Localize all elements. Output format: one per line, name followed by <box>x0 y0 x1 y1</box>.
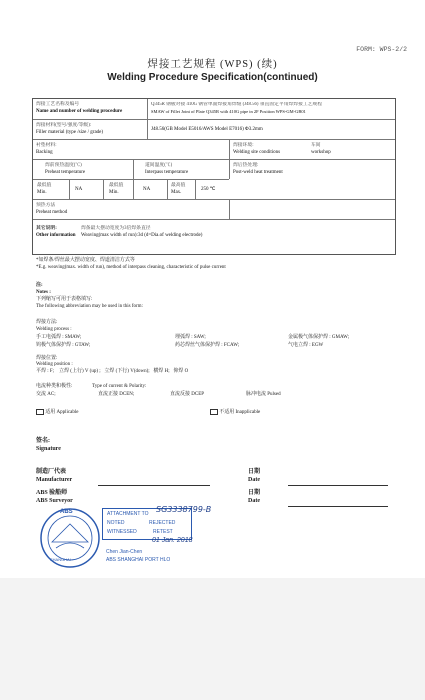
title-english: Welding Procedure Specification(continued) <box>107 72 318 83</box>
temp-max-value: 250 ℃ <box>201 187 216 192</box>
interpass-label-en: Interpass temperature <box>145 170 189 175</box>
abbr-en: The following abbreviation may be used in this form: <box>36 304 143 309</box>
stamp-attachment-number: SG3338799-B <box>156 505 212 514</box>
inapplicable-label: 不适用 Inapplicable <box>219 410 261 416</box>
preheat-method-label-cn: 预热方法 <box>36 203 56 208</box>
divider <box>103 179 104 199</box>
manufacturer-label-en: Manufacturer <box>36 477 73 483</box>
surveyor-date-cn: 日期 <box>248 490 261 496</box>
divider <box>195 179 196 199</box>
divider <box>147 119 148 139</box>
procedure-value-cn: Q345R 钢板对接 410G 钢管单面焊接角焊缝 (J48.56) 垂直固定平角焊焊接工艺规程 <box>151 102 323 107</box>
divider <box>147 99 148 119</box>
divider <box>69 179 70 199</box>
other-label-en: Other information <box>36 233 76 238</box>
form-number: FORM: WPS-2/2 <box>356 46 407 53</box>
stamp-city: SHANGHAI <box>50 557 71 562</box>
position-label-en: Welding position : <box>36 362 73 367</box>
divider <box>33 179 229 180</box>
process-egw: 气电立焊 : EGW <box>288 343 324 348</box>
other-value-en: Weaving(max width of run):3d (d=Dia.of welding electrode) <box>81 233 203 238</box>
preheat-label-cn: 焊前预热温度(℃) <box>45 163 82 168</box>
notes-label-en: Notes : <box>36 290 51 295</box>
divider <box>33 219 395 220</box>
site-value-cn: 车间 <box>311 143 321 148</box>
process-gtaw: 钨极气体保护焊 : GTAW; <box>36 343 91 348</box>
filler-label-en: Filler material (type /size / grade) <box>36 130 104 135</box>
position-label-cn: 焊接位置: <box>36 356 58 361</box>
note-eg-cn: *如焊条/焊丝最大摆动宽度、焊道清洁方式等 <box>36 258 135 263</box>
process-label-en: Welding process : <box>36 327 72 332</box>
temp-min-label-en: Min. <box>37 190 47 195</box>
stamp-name: Chen Jian-Chen <box>106 549 143 555</box>
current-label-cn: 电流种类和极性: <box>36 384 73 389</box>
backing-label-cn: 衬垫材料: <box>36 143 57 148</box>
stamp-witnessed: WITNESSED <box>107 529 137 535</box>
current-dcen: 直流正接 DCEN; <box>98 392 135 397</box>
process-smaw: 手工电弧焊 : SMAW; <box>36 335 82 340</box>
applicable-label: 适用 Applicable <box>45 410 79 416</box>
current-label-en: Type of current & Polarity: <box>92 384 147 389</box>
other-label-cn: 其它说明: <box>36 226 57 231</box>
manufacturer-label-cn: 制造厂代表 <box>36 469 67 475</box>
stamp-attachment: ATTACHMENT TO <box>107 511 149 517</box>
temp-max-label-en: Max. <box>171 190 182 195</box>
surveyor-date-line <box>288 506 388 507</box>
temp-min2-label-cn: 最低值 <box>109 183 124 188</box>
preheat-label-en: Preheat temperature <box>45 170 86 175</box>
other-value-cn: 焊条最大摆动宽度为3倍焊条直径 <box>81 226 151 231</box>
procedure-label-cn: 焊接工艺名称及编号 <box>36 102 80 107</box>
site-label-en: Welding site conditions <box>233 150 281 155</box>
current-pulsed: 脉冲电流 Pulsed <box>246 392 281 397</box>
stamp-org: ABS <box>60 509 73 515</box>
checkbox-applicable-icon <box>36 409 44 415</box>
stamp-retest: RETEST <box>153 529 173 535</box>
stamp-noted: NOTED <box>107 520 125 526</box>
procedure-table <box>32 98 396 255</box>
current-ac: 交流 AC; <box>36 392 56 397</box>
checkbox-inapplicable-icon <box>210 409 218 415</box>
procedure-value-en: SMAW of Fillet Joint of Plate Q345R with 410G pipe in 2F Position WPS-GM-GB01 <box>151 109 306 114</box>
divider <box>229 199 230 219</box>
stamp-date: 01 Jan. 2018 <box>152 537 193 544</box>
positions-list: 平焊 : F; 立焊 (上行) V (up) ; 立焊 (下行) V(down); 横焊 H; 仰焊 O <box>36 369 189 374</box>
filler-label-cn: 焊接材料(型号/强度/等级): <box>36 123 92 128</box>
backing-label-en: Backing <box>36 150 53 155</box>
temp-min-label-cn: 最低值 <box>37 183 52 188</box>
abbr-cn: 下列缩写可用于表格填写: <box>36 297 93 302</box>
manufacturer-signature-line <box>98 485 210 486</box>
backing-row <box>33 139 395 160</box>
stamp-port: ABS SHANGHAI PORT HLO <box>106 557 171 563</box>
process-saw: 埋弧焊 : SAW; <box>175 335 206 340</box>
signature-label-en: Signature <box>36 446 61 452</box>
procedure-label-en: Name and number of welding procedure <box>36 109 123 114</box>
surveyor-date-en: Date <box>248 498 260 504</box>
title-chinese: 焊接工艺规程 (WPS) (续) <box>147 59 278 70</box>
site-label-cn: 焊接环境: <box>233 143 254 148</box>
temp-max-label-cn: 最高值 <box>171 183 186 188</box>
temp-min2-value: NA <box>143 187 151 192</box>
preheat-method-label-en: Preheat method <box>36 210 68 215</box>
notes-label-cn: 注: <box>36 283 43 288</box>
signature-label-cn: 签名: <box>36 438 50 444</box>
stamp-rejected: REJECTED <box>149 520 176 526</box>
manufacturer-date-cn: 日期 <box>248 469 261 475</box>
surveyor-label-cn: ABS 验船师 <box>36 490 68 496</box>
inapplicable-legend <box>210 409 260 416</box>
process-fcaw: 药芯焊丝气体保护焊 : FCAW; <box>175 343 240 348</box>
divider <box>229 139 230 179</box>
process-label-cn: 焊接方法: <box>36 320 58 325</box>
interpass-label-cn: 道间温度(℃) <box>145 163 173 168</box>
divider <box>167 179 168 199</box>
pwht-label-en: Post-weld heat treatment <box>233 170 283 175</box>
temp-min2-label-en: Min. <box>109 190 119 195</box>
manufacturer-date-line <box>288 485 388 486</box>
surveyor-label-en: ABS Surveyor <box>36 498 73 504</box>
temp-min-value: NA <box>75 187 83 192</box>
divider <box>133 159 134 199</box>
pwht-label-cn: 焊后热处理: <box>233 163 259 168</box>
process-gmaw: 金属极气体保护焊 : GMAW; <box>288 335 350 340</box>
current-dcep: 直流反接 DCEP <box>170 392 205 397</box>
site-value-en: workshop <box>311 150 331 155</box>
applicable-legend <box>36 409 78 416</box>
manufacturer-date-en: Date <box>248 477 260 483</box>
filler-value: J48.56(GB Model E5016/AWS Model E7016) Φ3.2mm <box>151 127 263 132</box>
note-eg-en: *E.g. weaving(max. width of run), method of interpass cleaning, characteristic of pulse current <box>36 265 226 270</box>
